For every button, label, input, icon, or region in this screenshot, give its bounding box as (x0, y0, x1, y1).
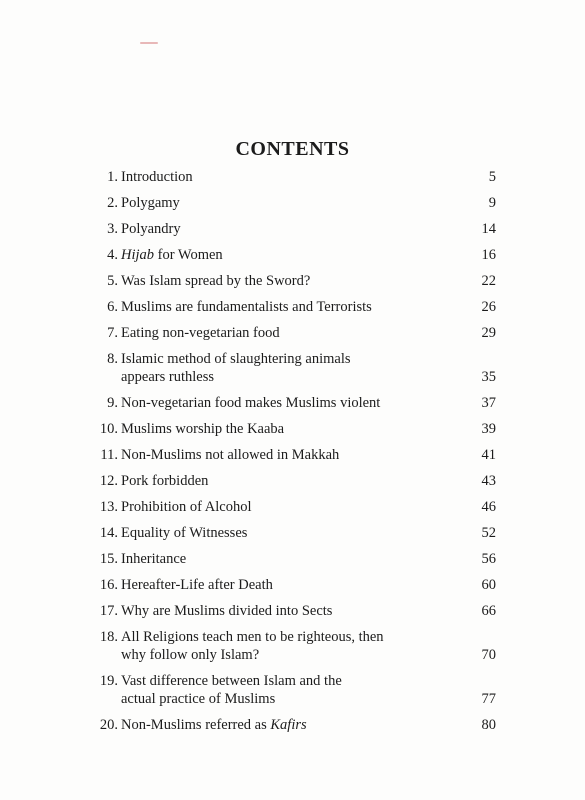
entry-page: 46 (481, 499, 496, 515)
entry-page: 56 (481, 551, 496, 567)
toc-entry (96, 194, 496, 212)
toc-entry (96, 472, 496, 490)
entry-page: 66 (481, 603, 496, 619)
entry-title-italic: Hijab (121, 247, 155, 263)
entry-title: Pork forbidden (121, 473, 209, 489)
entry-title: Muslims are fundamentalists and Terrorists (121, 299, 372, 315)
entry-number: 14. (99, 525, 118, 541)
entry-number: 1. (107, 169, 118, 185)
entry-page: 14 (481, 221, 496, 237)
entry-title: Polyandry (121, 221, 181, 237)
entry-page: 26 (481, 299, 496, 315)
entry-number: 5. (107, 273, 118, 289)
entry-number: 17. (99, 603, 118, 619)
entry-number: 4. (107, 247, 118, 263)
toc-entry (96, 498, 496, 516)
entry-title: All Religions teach men to be righteous, then why follow only Islam? (121, 629, 384, 663)
toc-entry (96, 298, 496, 316)
entry-title: Equality of Witnesses (121, 525, 248, 541)
entry-number: 13. (99, 499, 118, 515)
entry-page: 43 (481, 473, 496, 489)
toc-entry (96, 350, 496, 386)
entry-number: 7. (107, 325, 118, 341)
entry-title-italic: Kafirs (270, 717, 307, 733)
page-title: CONTENTS (235, 138, 350, 160)
toc-entry (96, 716, 496, 734)
entry-title: Polygamy (121, 195, 180, 211)
entry-page: 39 (481, 421, 496, 437)
entry-number: 10. (99, 421, 118, 437)
entry-title: Non-vegetarian food makes Muslims violent (121, 395, 381, 411)
toc-entry (96, 246, 496, 264)
entry-title: Muslims worship the Kaaba (121, 421, 285, 437)
entry-page: 77 (481, 691, 496, 707)
entry-page: 35 (481, 369, 496, 385)
entry-number: 12. (99, 473, 118, 489)
entry-title (121, 716, 421, 734)
entry-title: Islamic method of slaughtering animals appears ruthless (121, 351, 351, 385)
toc-entry (96, 524, 496, 542)
entry-page: 9 (488, 195, 496, 211)
toc-entry (96, 324, 496, 342)
entry-title: Why are Muslims divided into Sects (121, 603, 333, 619)
entry-page: 5 (488, 169, 496, 185)
entry-title: Inheritance (121, 551, 187, 567)
toc-entry (96, 168, 496, 186)
entry-page: 22 (481, 273, 496, 289)
toc-entry (96, 394, 496, 412)
entry-number: 6. (107, 299, 118, 315)
entry-title (121, 246, 421, 264)
toc-entry (96, 672, 496, 708)
toc-entry (96, 576, 496, 594)
entry-number: 16. (99, 577, 118, 593)
entry-number: 20. (99, 717, 118, 733)
entry-number: 11. (100, 447, 118, 463)
entry-number: 3. (107, 221, 118, 237)
entry-title: Introduction (121, 169, 193, 185)
entry-title: Hereafter-Life after Death (121, 577, 273, 593)
entry-number: 19. (99, 673, 118, 689)
ink-mark (140, 42, 158, 44)
entry-page: 70 (481, 647, 496, 663)
toc-entry (96, 420, 496, 438)
entry-title: Prohibition of Alcohol (121, 499, 252, 515)
entry-page: 29 (481, 325, 496, 341)
entry-page: 60 (481, 577, 496, 593)
entry-title: Eating non-vegetarian food (121, 325, 280, 341)
entry-number: 15. (99, 551, 118, 567)
toc-entry (96, 220, 496, 238)
entry-number: 18. (99, 629, 118, 645)
entry-page: 80 (481, 717, 496, 733)
entry-page: 37 (481, 395, 496, 411)
entry-title: Was Islam spread by the Sword? (121, 273, 311, 289)
entry-page: 41 (481, 447, 496, 463)
toc-entry (96, 602, 496, 620)
entry-title-rest: for Women (154, 247, 223, 263)
entry-number: 8. (107, 351, 118, 367)
table-of-contents (96, 168, 496, 734)
toc-entry (96, 628, 496, 664)
entry-title-lead: Non-Muslims referred as (121, 717, 271, 733)
entry-title: Vast difference between Islam and the actual practice of Muslims (121, 673, 342, 707)
toc-entry (96, 550, 496, 568)
entry-number: 9. (107, 395, 118, 411)
toc-entry (96, 446, 496, 464)
toc-entry (96, 272, 496, 290)
entry-page: 16 (481, 247, 496, 263)
entry-number: 2. (107, 195, 118, 211)
entry-page: 52 (481, 525, 496, 541)
entry-title: Non-Muslims not allowed in Makkah (121, 447, 340, 463)
